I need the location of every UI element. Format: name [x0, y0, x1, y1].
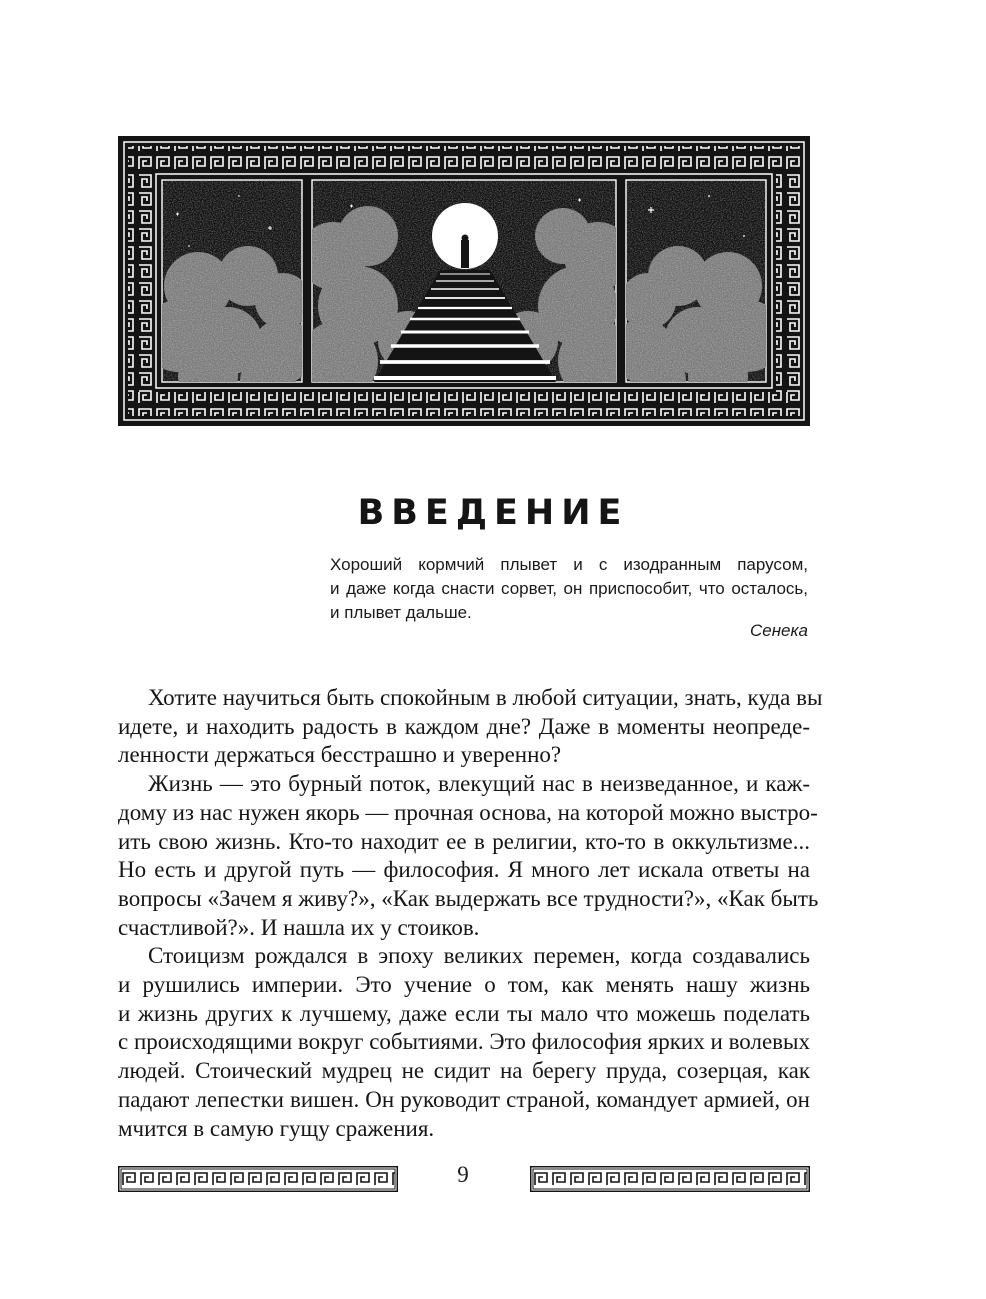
body-line: Хотите научиться быть спокойным в любой ситуации, знать, куда вы: [148, 685, 823, 710]
footer-ornament-left: [118, 1166, 398, 1192]
body-line: вопросы «Зачем я живу?», «Как выдержать все трудности?», «Как быть: [118, 885, 819, 911]
body-line: ить свою жизнь. Кто-то находит ее в религии, кто-то в оккультизме...: [118, 828, 810, 854]
body-line: людей. Стоический мудрец не сидит на берегу пруда, созерцая, как: [118, 1058, 810, 1084]
footer-ornament-right: [530, 1166, 810, 1192]
body-line: Но есть и другой путь — философия. Я много лет искала ответы на: [118, 857, 810, 883]
body-line: с происходящими вокруг событиями. Это философия ярких и волевых: [118, 1029, 810, 1055]
body-line: счастливой?». И нашла их у стоиков.: [118, 914, 480, 940]
body-line: и рушились империи. Это учение о том, как менять нашу жизнь: [118, 972, 810, 998]
body-line: мчится в самую гущу сражения.: [118, 1115, 435, 1141]
body-text: [118, 684, 823, 1143]
body-line: дому из нас нужен якорь — прочная основа, на которой можно выстро-: [118, 799, 818, 825]
body-line: Жизнь — это бурный поток, влекущий нас в неизведанное, и каж-: [148, 771, 810, 797]
epigraph-author: Сенека: [749, 621, 808, 640]
epigraph-line: Хороший кормчий плывет и с изодранным парусом,: [330, 555, 808, 574]
chapter-title: ВВЕДЕНИЕ: [357, 493, 629, 534]
epigraph: [330, 553, 808, 625]
header-illustration: [118, 136, 810, 426]
body-line: падают лепестки вишен. Он руководит страной, командует армией, он: [118, 1086, 810, 1112]
body-line: Стоицизм рождался в эпоху великих перемен, когда создавались: [148, 943, 810, 969]
body-line: идете, и находить радость в каждом дне? Даже в моменты неопреде-: [118, 713, 810, 739]
epigraph-line: и даже когда снасти сорвет, он приспособит, что осталось,: [330, 579, 808, 598]
body-line: ленности держаться бесстрашно и уверенно?: [118, 742, 562, 768]
body-line: и жизнь других к лучшему, даже если ты мало что можешь поделать: [118, 1000, 810, 1026]
epigraph-line: и плывет дальше.: [330, 603, 472, 622]
page-number: 9: [457, 1162, 469, 1187]
